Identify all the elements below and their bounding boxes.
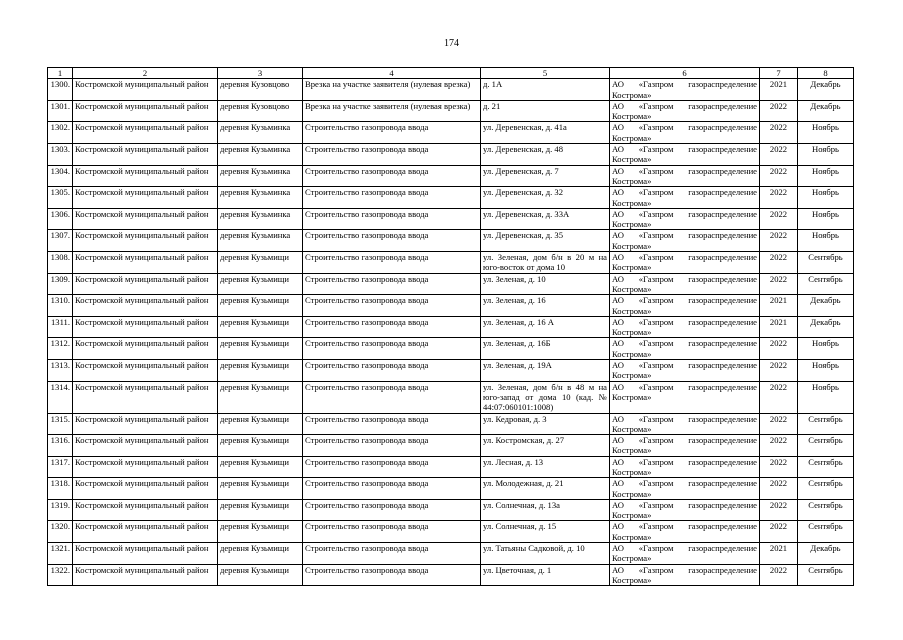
year-cell: 2022 [760, 521, 798, 543]
address-cell: ул. Цветочная, д. 1 [481, 564, 610, 586]
district-cell: Костромской муниципальный район [73, 295, 218, 317]
row-number-cell: 1322. [48, 564, 73, 586]
year-cell: 2022 [760, 144, 798, 166]
month-cell: Сентябрь [798, 564, 854, 586]
address-cell: ул. Деревенская, д. 41а [481, 122, 610, 144]
organization-cell: АО «Газпром газораспределение Кострома» [610, 338, 760, 360]
row-number-cell: 1300. [48, 79, 73, 101]
row-number-cell: 1320. [48, 521, 73, 543]
table-row [48, 273, 854, 295]
table-row [48, 564, 854, 586]
work-type-cell: Строительство газопровода ввода [303, 187, 481, 209]
month-cell: Сентябрь [798, 456, 854, 478]
column-header-settlement: 3 [218, 68, 303, 79]
table-row [48, 478, 854, 500]
month-cell: Декабрь [798, 316, 854, 338]
work-type-cell: Строительство газопровода ввода [303, 456, 481, 478]
district-cell: Костромской муниципальный район [73, 499, 218, 521]
address-cell: ул. Деревенская, д. 35 [481, 230, 610, 252]
table-row [48, 499, 854, 521]
row-number-cell: 1308. [48, 252, 73, 274]
table-row [48, 360, 854, 382]
settlement-cell: деревня Кузьмищи [218, 543, 303, 565]
district-cell: Костромской муниципальный район [73, 435, 218, 457]
organization-cell: АО «Газпром газораспределение Кострома» [610, 435, 760, 457]
month-cell: Сентябрь [798, 499, 854, 521]
year-cell: 2022 [760, 499, 798, 521]
district-cell: Костромской муниципальный район [73, 521, 218, 543]
table-row [48, 187, 854, 209]
table-row [48, 165, 854, 187]
settlement-cell: деревня Кузьминка [218, 230, 303, 252]
address-cell: ул. Татьяны Садковой, д. 10 [481, 543, 610, 565]
organization-cell: АО «Газпром газораспределение Кострома» [610, 187, 760, 209]
table-row [48, 208, 854, 230]
row-number-cell: 1305. [48, 187, 73, 209]
row-number-cell: 1306. [48, 208, 73, 230]
organization-cell: АО «Газпром газораспределение Кострома» [610, 273, 760, 295]
address-cell: ул. Деревенская, д. 32 [481, 187, 610, 209]
column-header-work: 4 [303, 68, 481, 79]
row-number-cell: 1317. [48, 456, 73, 478]
settlement-cell: деревня Кузьмищи [218, 521, 303, 543]
row-number-cell: 1312. [48, 338, 73, 360]
address-cell: ул. Солнечная, д. 13а [481, 499, 610, 521]
work-type-cell: Строительство газопровода ввода [303, 338, 481, 360]
district-cell: Костромской муниципальный район [73, 230, 218, 252]
organization-cell: АО «Газпром газораспределение Кострома» [610, 252, 760, 274]
address-cell: ул. Зеленая, д. 19А [481, 360, 610, 382]
settlement-cell: деревня Кузьминка [218, 187, 303, 209]
month-cell: Ноябрь [798, 360, 854, 382]
organization-cell: АО «Газпром газораспределение Кострома» [610, 230, 760, 252]
month-cell: Ноябрь [798, 338, 854, 360]
organization-cell: АО «Газпром газораспределение Кострома» [610, 100, 760, 122]
organization-cell: АО «Газпром газораспределение Кострома» [610, 144, 760, 166]
year-cell: 2022 [760, 338, 798, 360]
gas-connection-table [47, 67, 854, 586]
row-number-cell: 1307. [48, 230, 73, 252]
address-cell: ул. Зеленая, д. 16Б [481, 338, 610, 360]
table-row [48, 338, 854, 360]
year-cell: 2021 [760, 316, 798, 338]
organization-cell: АО «Газпром газораспределение Кострома» [610, 295, 760, 317]
address-cell: ул. Зеленая, д. 10 [481, 273, 610, 295]
district-cell: Костромской муниципальный район [73, 413, 218, 435]
organization-cell: АО «Газпром газораспределение Кострома» [610, 564, 760, 586]
month-cell: Декабрь [798, 543, 854, 565]
month-cell: Ноябрь [798, 381, 854, 413]
header-row [48, 68, 854, 79]
table-row [48, 543, 854, 565]
year-cell: 2022 [760, 456, 798, 478]
district-cell: Костромской муниципальный район [73, 122, 218, 144]
work-type-cell: Строительство газопровода ввода [303, 499, 481, 521]
month-cell: Декабрь [798, 100, 854, 122]
organization-cell: АО «Газпром газораспределение Кострома» [610, 413, 760, 435]
table-row [48, 252, 854, 274]
settlement-cell: деревня Кузьминка [218, 122, 303, 144]
settlement-cell: деревня Кузьминка [218, 165, 303, 187]
organization-cell: АО «Газпром газораспределение Кострома» [610, 381, 760, 413]
table-row [48, 413, 854, 435]
address-cell: ул. Зеленая, дом б/н в 48 м на юго-запад от дома 10 (кад. № 44:07:060101:1008) [481, 381, 610, 413]
row-number-cell: 1316. [48, 435, 73, 457]
district-cell: Костромской муниципальный район [73, 338, 218, 360]
district-cell: Костромской муниципальный район [73, 456, 218, 478]
table-row [48, 79, 854, 101]
year-cell: 2021 [760, 295, 798, 317]
table-row [48, 100, 854, 122]
column-header-month: 8 [798, 68, 854, 79]
table-row [48, 230, 854, 252]
work-type-cell: Строительство газопровода ввода [303, 273, 481, 295]
month-cell: Сентябрь [798, 435, 854, 457]
district-cell: Костромской муниципальный район [73, 316, 218, 338]
column-header-number: 1 [48, 68, 73, 79]
table-row [48, 316, 854, 338]
year-cell: 2021 [760, 543, 798, 565]
table-row [48, 122, 854, 144]
district-cell: Костромской муниципальный район [73, 79, 218, 101]
row-number-cell: 1314. [48, 381, 73, 413]
district-cell: Костромской муниципальный район [73, 252, 218, 274]
address-cell: д. 1А [481, 79, 610, 101]
organization-cell: АО «Газпром газораспределение Кострома» [610, 122, 760, 144]
row-number-cell: 1318. [48, 478, 73, 500]
organization-cell: АО «Газпром газораспределение Кострома» [610, 360, 760, 382]
work-type-cell: Строительство газопровода ввода [303, 252, 481, 274]
row-number-cell: 1301. [48, 100, 73, 122]
table-row [48, 435, 854, 457]
work-type-cell: Строительство газопровода ввода [303, 230, 481, 252]
month-cell: Ноябрь [798, 230, 854, 252]
settlement-cell: деревня Кузьмищи [218, 456, 303, 478]
address-cell: д. 21 [481, 100, 610, 122]
row-number-cell: 1321. [48, 543, 73, 565]
month-cell: Декабрь [798, 79, 854, 101]
settlement-cell: деревня Кузьмищи [218, 381, 303, 413]
address-cell: ул. Зеленая, д. 16 [481, 295, 610, 317]
table-row [48, 456, 854, 478]
settlement-cell: деревня Кузьмищи [218, 435, 303, 457]
year-cell: 2022 [760, 187, 798, 209]
address-cell: ул. Зеленая, дом б/н в 20 м на юго-восток от дома 10 [481, 252, 610, 274]
settlement-cell: деревня Кузьмищи [218, 295, 303, 317]
district-cell: Костромской муниципальный район [73, 187, 218, 209]
year-cell: 2022 [760, 435, 798, 457]
address-cell: ул. Кедровая, д. 3 [481, 413, 610, 435]
district-cell: Костромской муниципальный район [73, 543, 218, 565]
row-number-cell: 1304. [48, 165, 73, 187]
row-number-cell: 1302. [48, 122, 73, 144]
month-cell: Сентябрь [798, 273, 854, 295]
month-cell: Сентябрь [798, 252, 854, 274]
settlement-cell: деревня Кузовцово [218, 79, 303, 101]
row-number-cell: 1315. [48, 413, 73, 435]
address-cell: ул. Деревенская, д. 33А [481, 208, 610, 230]
year-cell: 2022 [760, 230, 798, 252]
work-type-cell: Строительство газопровода ввода [303, 521, 481, 543]
work-type-cell: Строительство газопровода ввода [303, 564, 481, 586]
work-type-cell: Строительство газопровода ввода [303, 543, 481, 565]
year-cell: 2022 [760, 360, 798, 382]
work-type-cell: Врезка на участке заявителя (нулевая врезка) [303, 100, 481, 122]
row-number-cell: 1303. [48, 144, 73, 166]
year-cell: 2022 [760, 273, 798, 295]
address-cell: ул. Деревенская, д. 7 [481, 165, 610, 187]
row-number-cell: 1319. [48, 499, 73, 521]
year-cell: 2022 [760, 413, 798, 435]
organization-cell: АО «Газпром газораспределение Кострома» [610, 79, 760, 101]
year-cell: 2022 [760, 208, 798, 230]
column-header-district: 2 [73, 68, 218, 79]
work-type-cell: Строительство газопровода ввода [303, 413, 481, 435]
row-number-cell: 1310. [48, 295, 73, 317]
row-number-cell: 1311. [48, 316, 73, 338]
column-header-organization: 6 [610, 68, 760, 79]
district-cell: Костромской муниципальный район [73, 360, 218, 382]
organization-cell: АО «Газпром газораспределение Кострома» [610, 165, 760, 187]
work-type-cell: Строительство газопровода ввода [303, 208, 481, 230]
settlement-cell: деревня Кузьмищи [218, 273, 303, 295]
year-cell: 2021 [760, 79, 798, 101]
organization-cell: АО «Газпром газораспределение Кострома» [610, 478, 760, 500]
district-cell: Костромской муниципальный район [73, 273, 218, 295]
district-cell: Костромской муниципальный район [73, 144, 218, 166]
settlement-cell: деревня Кузовцово [218, 100, 303, 122]
table-row [48, 144, 854, 166]
year-cell: 2022 [760, 564, 798, 586]
organization-cell: АО «Газпром газораспределение Кострома» [610, 499, 760, 521]
work-type-cell: Строительство газопровода ввода [303, 122, 481, 144]
organization-cell: АО «Газпром газораспределение Кострома» [610, 208, 760, 230]
address-cell: ул. Лесная, д. 13 [481, 456, 610, 478]
year-cell: 2022 [760, 100, 798, 122]
year-cell: 2022 [760, 381, 798, 413]
column-header-year: 7 [760, 68, 798, 79]
settlement-cell: деревня Кузьмищи [218, 564, 303, 586]
month-cell: Сентябрь [798, 521, 854, 543]
month-cell: Ноябрь [798, 122, 854, 144]
address-cell: ул. Зеленая, д. 16 А [481, 316, 610, 338]
address-cell: ул. Молодежная, д. 21 [481, 478, 610, 500]
table-body [48, 79, 854, 586]
table-header [48, 68, 854, 79]
row-number-cell: 1309. [48, 273, 73, 295]
month-cell: Ноябрь [798, 208, 854, 230]
organization-cell: АО «Газпром газораспределение Кострома» [610, 316, 760, 338]
district-cell: Костромской муниципальный район [73, 564, 218, 586]
organization-cell: АО «Газпром газораспределение Кострома» [610, 456, 760, 478]
month-cell: Ноябрь [798, 165, 854, 187]
work-type-cell: Строительство газопровода ввода [303, 381, 481, 413]
month-cell: Сентябрь [798, 413, 854, 435]
work-type-cell: Строительство газопровода ввода [303, 435, 481, 457]
column-header-address: 5 [481, 68, 610, 79]
year-cell: 2022 [760, 165, 798, 187]
table-row [48, 295, 854, 317]
table-row [48, 381, 854, 413]
page-number: 174 [444, 38, 459, 49]
settlement-cell: деревня Кузьминка [218, 144, 303, 166]
district-cell: Костромской муниципальный район [73, 208, 218, 230]
organization-cell: АО «Газпром газораспределение Кострома» [610, 521, 760, 543]
settlement-cell: деревня Кузьмищи [218, 316, 303, 338]
district-cell: Костромской муниципальный район [73, 100, 218, 122]
year-cell: 2022 [760, 478, 798, 500]
work-type-cell: Строительство газопровода ввода [303, 316, 481, 338]
work-type-cell: Строительство газопровода ввода [303, 478, 481, 500]
district-cell: Костромской муниципальный район [73, 165, 218, 187]
district-cell: Костромской муниципальный район [73, 478, 218, 500]
organization-cell: АО «Газпром газораспределение Кострома» [610, 543, 760, 565]
work-type-cell: Строительство газопровода ввода [303, 144, 481, 166]
month-cell: Ноябрь [798, 144, 854, 166]
address-cell: ул. Солнечная, д. 15 [481, 521, 610, 543]
work-type-cell: Врезка на участке заявителя (нулевая врезка) [303, 79, 481, 101]
year-cell: 2022 [760, 122, 798, 144]
settlement-cell: деревня Кузьмищи [218, 413, 303, 435]
month-cell: Ноябрь [798, 187, 854, 209]
district-cell: Костромской муниципальный район [73, 381, 218, 413]
settlement-cell: деревня Кузьмищи [218, 338, 303, 360]
settlement-cell: деревня Кузьмищи [218, 360, 303, 382]
settlement-cell: деревня Кузьмищи [218, 478, 303, 500]
work-type-cell: Строительство газопровода ввода [303, 295, 481, 317]
settlement-cell: деревня Кузьмищи [218, 252, 303, 274]
address-cell: ул. Костромская, д. 27 [481, 435, 610, 457]
table-row [48, 521, 854, 543]
address-cell: ул. Деревенская, д. 48 [481, 144, 610, 166]
work-type-cell: Строительство газопровода ввода [303, 165, 481, 187]
settlement-cell: деревня Кузьминка [218, 208, 303, 230]
month-cell: Декабрь [798, 295, 854, 317]
settlement-cell: деревня Кузьмищи [218, 499, 303, 521]
work-type-cell: Строительство газопровода ввода [303, 360, 481, 382]
year-cell: 2022 [760, 252, 798, 274]
row-number-cell: 1313. [48, 360, 73, 382]
month-cell: Сентябрь [798, 478, 854, 500]
